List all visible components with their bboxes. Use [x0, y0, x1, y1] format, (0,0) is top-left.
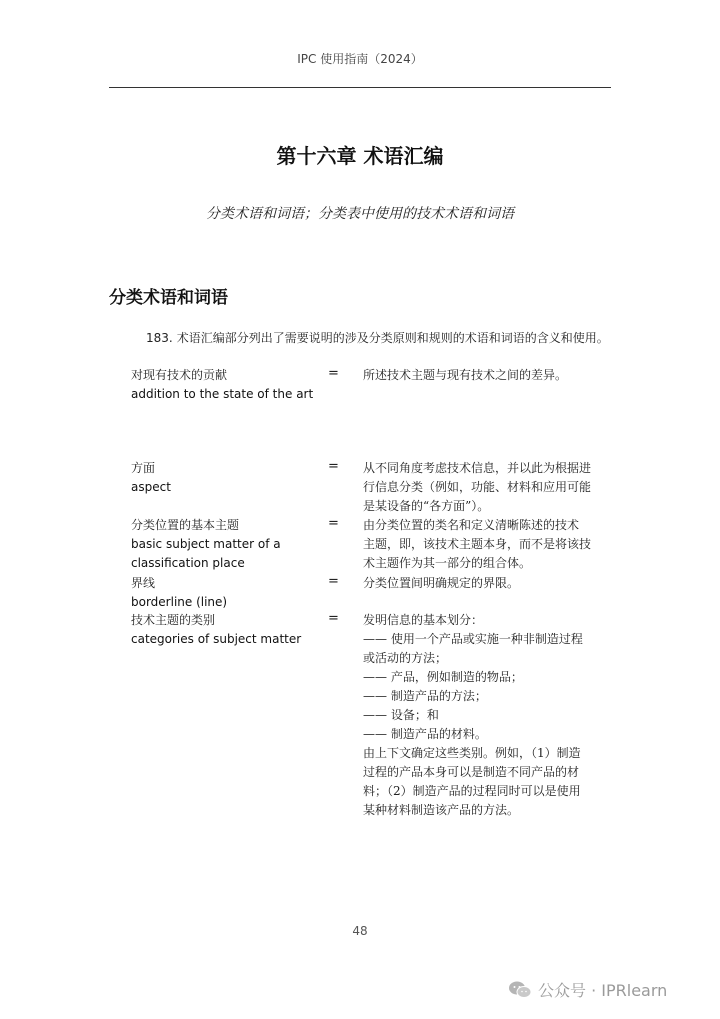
chapter-title: 第十六章 术语汇编	[276, 144, 444, 168]
equals-sign: =	[328, 611, 339, 626]
term-en: basic subject matter of a	[131, 537, 281, 551]
term-zh: 方面	[131, 461, 156, 475]
definition-line: 所述技术主题与现有技术之间的差异。	[363, 368, 568, 382]
header-rule	[109, 87, 611, 88]
glossary-definition	[363, 574, 611, 593]
glossary-term	[131, 366, 331, 404]
page-number: 48	[352, 924, 368, 938]
intro-paragraph	[146, 329, 609, 346]
definition-line: 行信息分类（例如，功能、材料和应用可能	[363, 480, 592, 494]
definition-line: —— 设备；和	[363, 708, 439, 722]
glossary-definition	[363, 459, 611, 516]
definition-line: 分类位置间明确规定的界限。	[363, 576, 520, 590]
running-header: IPC 使用指南（2024）	[297, 52, 423, 66]
glossary-term	[131, 516, 331, 573]
definition-line: 术主题作为其一部分的组合体。	[363, 556, 532, 570]
term-en: categories of subject matter	[131, 632, 302, 646]
definition-line: 料；（2）制造产品的过程同时可以是使用	[363, 784, 581, 798]
glossary-definition	[363, 366, 611, 385]
watermark-text: 公众号 · IPRlearn	[538, 981, 668, 1000]
wechat-icon	[508, 980, 532, 1000]
definition-line: —— 使用一个产品或实施一种非制造过程	[363, 632, 583, 646]
glossary-term	[131, 574, 331, 612]
definition-line: 由分类位置的类名和定义清晰陈述的技术	[363, 518, 580, 532]
term-zh: 对现有技术的贡献	[131, 368, 228, 382]
chapter-subtitle: 分类术语和词语；分类表中使用的技术术语和词语	[206, 206, 514, 222]
definition-line: —— 制造产品的材料。	[363, 727, 487, 741]
term-en: borderline (line)	[131, 595, 228, 609]
glossary-definition	[363, 611, 611, 820]
definition-line: —— 产品，例如制造的物品；	[363, 670, 523, 684]
glossary-term	[131, 459, 331, 497]
equals-sign: =	[328, 459, 339, 474]
definition-line: 从不同角度考虑技术信息，并以此为根据进	[363, 461, 592, 475]
definition-line: 由上下文确定这些类别。例如，（1）制造	[363, 746, 581, 760]
intro-text: 术语汇编部分列出了需要说明的涉及分类原则和规则的术语和词语的含义和使用。	[176, 331, 609, 345]
equals-sign: =	[328, 574, 339, 589]
section-heading: 分类术语和词语	[109, 288, 228, 308]
paragraph-number: 183.	[146, 331, 173, 345]
definition-line: 发明信息的基本划分：	[363, 613, 484, 627]
term-zh: 界线	[131, 576, 156, 590]
equals-sign: =	[328, 366, 339, 381]
term-en: addition to the state of the art	[131, 387, 314, 401]
term-en: classification place	[131, 556, 245, 570]
term-en: aspect	[131, 480, 171, 494]
definition-line: 主题，即，该技术主题本身，而不是将该技	[363, 537, 592, 551]
equals-sign: =	[328, 516, 339, 531]
definition-line: 或活动的方法；	[363, 651, 448, 665]
term-zh: 分类位置的基本主题	[131, 518, 240, 532]
glossary-term	[131, 611, 331, 649]
watermark	[508, 978, 667, 1001]
definition-line: 某种材料制造该产品的方法。	[363, 803, 520, 817]
definition-line: 是某设备的“各方面”）。	[363, 499, 490, 513]
glossary-definition	[363, 516, 611, 573]
definition-line: 过程的产品本身可以是制造不同产品的材	[363, 765, 580, 779]
term-zh: 技术主题的类别	[131, 613, 216, 627]
definition-line: —— 制造产品的方法；	[363, 689, 487, 703]
